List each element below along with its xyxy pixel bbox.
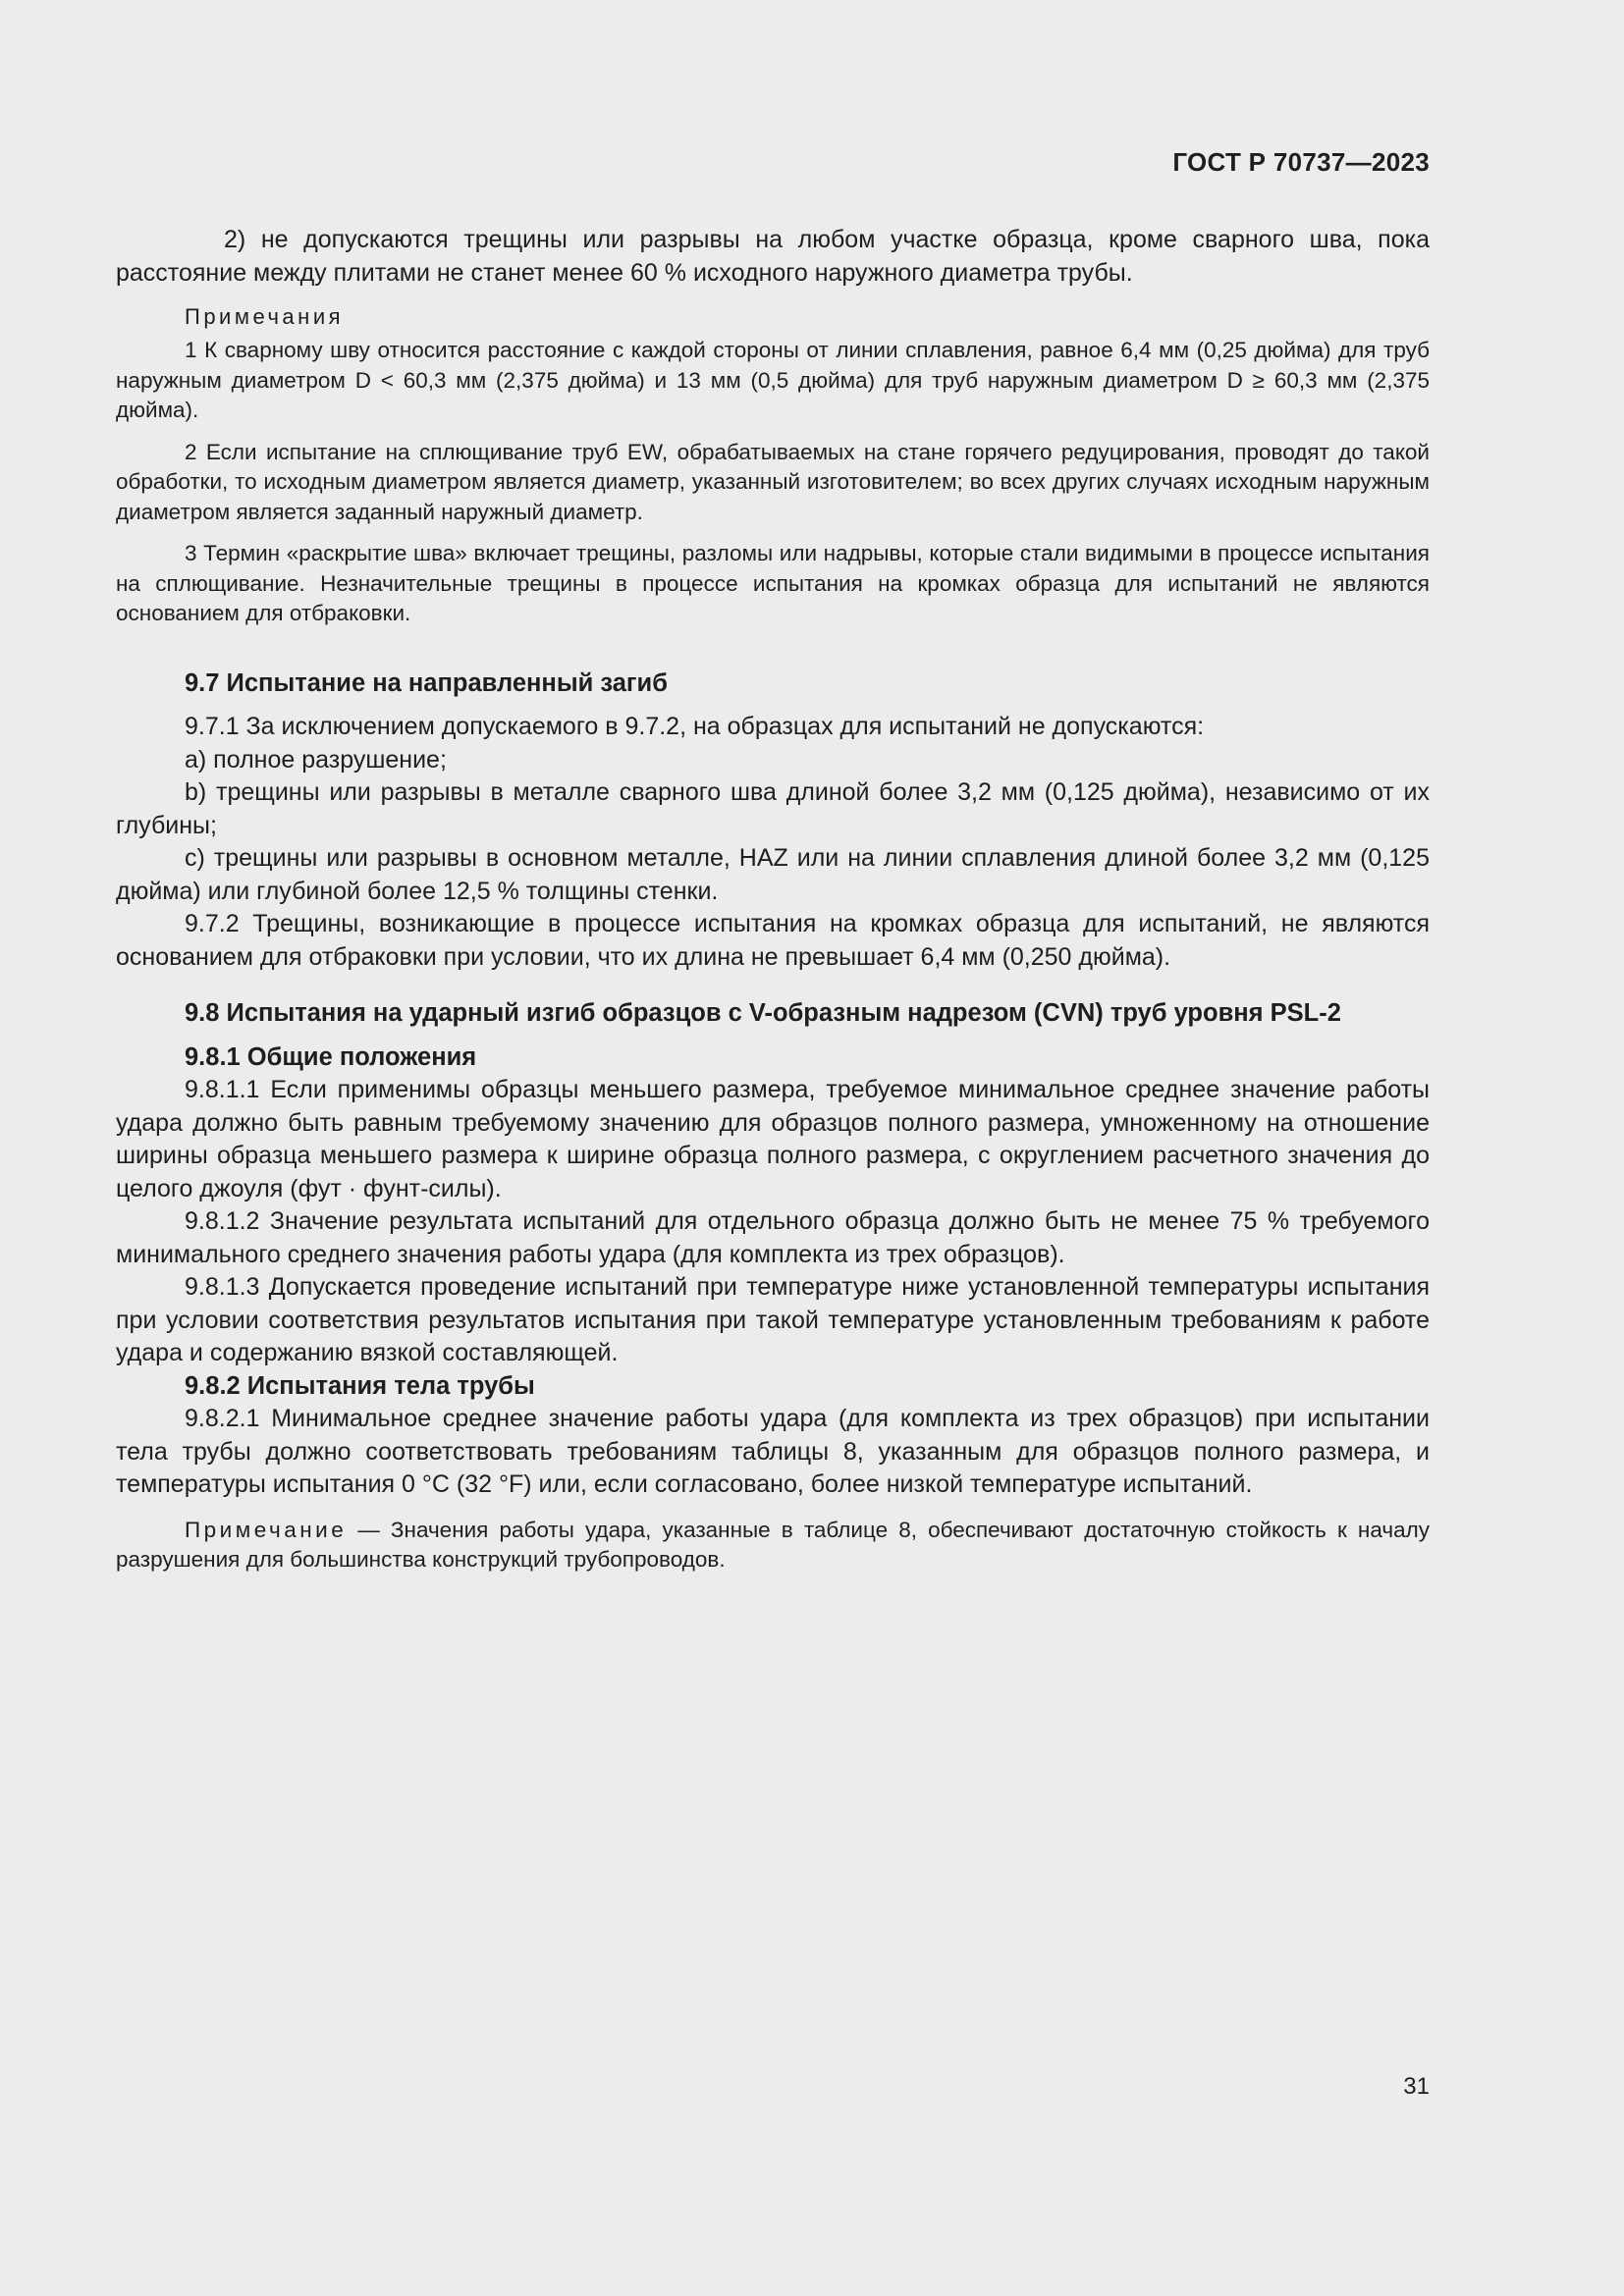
note-2: 2 Если испытание на сплющивание труб EW, обрабатываемых на стане горячего редуцирования, проводят до такой обработки, то исходным диаметром является диаметр, указанный изготовителем; во всех других случаях исходным наружным диаметром является заданный наружный диаметр. (116, 439, 1430, 524)
section-9-8-1-title: 9.8.1 Общие положения (185, 1042, 477, 1071)
final-note (116, 1516, 1430, 1575)
para-9-8-2-1: 9.8.2.1 Минимальное среднее значение работы удара (для комплекта из трех образцов) при испытании тела трубы должно соответствовать требованиям таблицы 8, указанным для образцов полного размера, и температуры испытания 0 °С (32 °F) или, если согласовано, более низкой температуре испытаний. (116, 1405, 1430, 1498)
section-9-8-2-title: 9.8.2 Испытания тела трубы (185, 1371, 535, 1400)
list-item-a: а) полное разрушение; (185, 745, 447, 774)
final-note-label: Примечание (185, 1517, 348, 1542)
page-number: 31 (1403, 2073, 1430, 2100)
document-code-header: ГОСТ Р 70737—2023 (1172, 147, 1430, 177)
note-3: 3 Термин «раскрытие шва» включает трещины, разломы или надрывы, которые стали видимыми в процессе испытания на сплющивание. Незначительные трещины в процессе испытания на кромках образца для испытаний не являются основанием для отбраковки. (116, 541, 1430, 625)
para-9-8-1-1: 9.8.1.1 Если применимы образцы меньшего размера, требуемое минимальное среднее значение работы удара должно быть равным требуемому значению для образцов полного размера, умноженному на отношение ширины образца меньшего размера к ширине образца полного размера, с округлением расчетного значения до целого джоуля (фут · фунт-силы). (116, 1076, 1430, 1202)
note-1: 1 К сварному шву относится расстояние с каждой стороны от линии сплавления, равное 6,4 мм (0,25 дюйма) для труб наружным диаметром D < 60,3 мм (2,375 дюйма) и 13 мм (0,5 дюйма) для труб наружным диаметром D ≥ 60,3 мм (2,375 дюйма). (116, 338, 1430, 422)
para-9-8-1-2: 9.8.1.2 Значение результата испытаний для отдельного образца должно быть не менее 75 % требуемого минимального среднего значения работы удара (для комплекта из трех образцов). (116, 1207, 1430, 1268)
page-content (116, 224, 1430, 1575)
para-9-7-2: 9.7.2 Трещины, возникающие в процессе испытания на кромках образца для испытаний, не являются основанием для отбраковки при условии, что их длина не превышает 6,4 мм (0,250 дюйма). (116, 910, 1430, 971)
final-note-text: — Значения работы удара, указанные в таблице 8, обеспечивают достаточную стойкость к началу разрушения для большинства конструкций трубопроводов. (116, 1517, 1430, 1572)
list-item-c: с) трещины или разрывы в основном металле, HAZ или на линии сплавления длиной более 3,2 мм (0,125 дюйма) или глубиной более 12,5 % толщины стенки. (116, 844, 1430, 905)
notes-heading: Примечания (185, 304, 345, 329)
para-9-8-1-3: 9.8.1.3 Допускается проведение испытаний при температуре ниже установленной температуры испытания при условии соответствия результатов испытания при такой температуре установленным требованиям к работе удара и содержанию вязкой составляющей. (116, 1273, 1430, 1366)
flattening-item-2: 2) не допускаются трещины или разрывы на любом участке образца, кроме сварного шва, пока расстояние между плитами не станет менее 60 % исходного наружного диаметра трубы. (116, 226, 1430, 287)
section-9-8-title: 9.8 Испытания на ударный изгиб образцов с V-образным надрезом (CVN) труб уровня PSL-2 (185, 999, 1341, 1027)
list-item-b: b) трещины или разрывы в металле сварного шва длиной более 3,2 мм (0,125 дюйма), независимо от их глубины; (116, 778, 1430, 839)
section-9-7-title: 9.7 Испытание на направленный загиб (185, 668, 668, 697)
para-9-7-1: 9.7.1 За исключением допускаемого в 9.7.2, на образцах для испытаний не допускаются: (185, 713, 1205, 740)
